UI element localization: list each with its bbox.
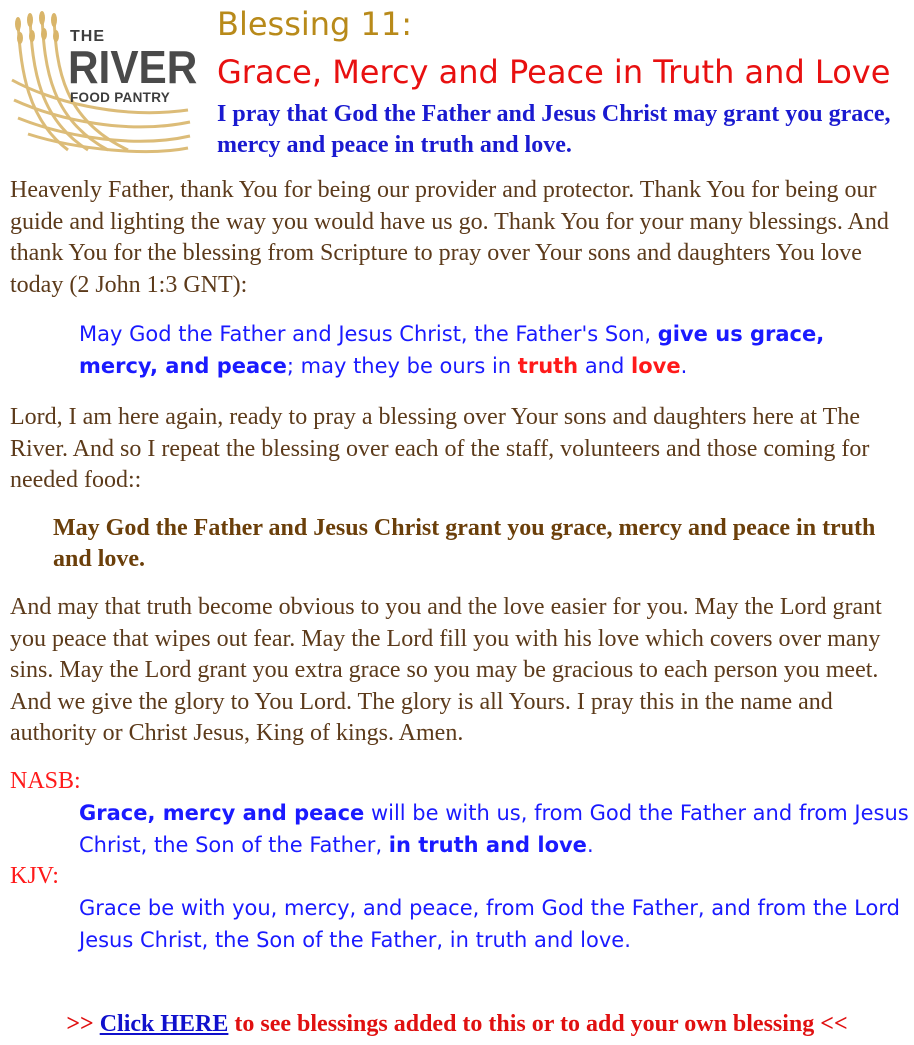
- gnt-quote-text: May God the Father and Jesus Christ, the Father's Son,: [79, 322, 658, 346]
- footer: [0, 1008, 914, 1040]
- nasb-label: NASB:: [10, 768, 81, 794]
- subtitle: I pray that God the Father and Jesus Christ may grant you grace, mercy and peace in truth and love.: [217, 101, 891, 158]
- nasb-quote-bold: Grace, mercy and peace: [79, 801, 365, 825]
- river-food-pantry-logo: [8, 10, 198, 158]
- intro-paragraph: Heavenly Father, thank You for being our provider and protector. Thank You for being our guide and lighting the way you would have us go. Thank You for your many blessings. And thank You for the blessing from Scripture to pray over Your sons and daughters You love today (2 John 1:3 GNT):: [10, 177, 889, 298]
- blessing-text: May God the Father and Jesus Christ grant you grace, mercy and peace in truth and love.: [53, 515, 876, 572]
- kjv-quote: Grace be with you, mercy, and peace, from God the Father, and from the Lord Jesus Christ, the Son of the Father, in truth and love.: [79, 896, 900, 952]
- header: [0, 0, 914, 170]
- footer-suffix: to see blessings added to this or to add your own blessing <<: [228, 1011, 848, 1037]
- gnt-quote-text: and: [578, 354, 631, 378]
- closing-paragraph: And may that truth become obvious to you and the love easier for you. May the Lord grant you peace that wipes out fear. May the Lord fill you with his love which covers over many sins. May the Lord grant you extra grace so you may be gracious to each person you meet. And we give the glory to You Lord. The glory is all Yours. I pray this in the name and authority or Christ Jesus, King of kings. Amen.: [10, 594, 882, 746]
- second-paragraph: Lord, I am here again, ready to pray a blessing over Your sons and daughters here at The River. And so I repeat the blessing over each of the staff, volunteers and those coming for needed food::: [10, 404, 870, 493]
- blessing-number: Blessing 11:: [217, 5, 413, 43]
- nasb-quote: [79, 797, 909, 861]
- nasb-quote-bold: in truth and love: [388, 833, 587, 857]
- gnt-quote-love: love: [631, 354, 681, 378]
- gnt-quote-text: .: [680, 354, 688, 378]
- gnt-quote-truth: truth: [517, 354, 579, 378]
- gnt-quote-bold: give us grace, mercy, and peace: [79, 322, 825, 378]
- click-here-link[interactable]: Click HERE: [99, 1011, 229, 1037]
- nasb-quote-text: will be with us, from God the Father and from Jesus Christ, the Son of the Father,: [79, 801, 909, 857]
- nasb-quote-text: .: [586, 833, 594, 857]
- footer-prefix: >>: [66, 1011, 100, 1037]
- logo-the: THE: [70, 28, 105, 45]
- kjv-label: KJV:: [10, 863, 59, 889]
- logo-food-pantry: FOOD PANTRY: [70, 90, 171, 105]
- gnt-quote-text: ; may they be ours in: [286, 354, 518, 378]
- page-title: Grace, Mercy and Peace in Truth and Love: [217, 53, 891, 91]
- logo-river: RIVER: [68, 41, 198, 93]
- gnt-quote: [79, 318, 909, 382]
